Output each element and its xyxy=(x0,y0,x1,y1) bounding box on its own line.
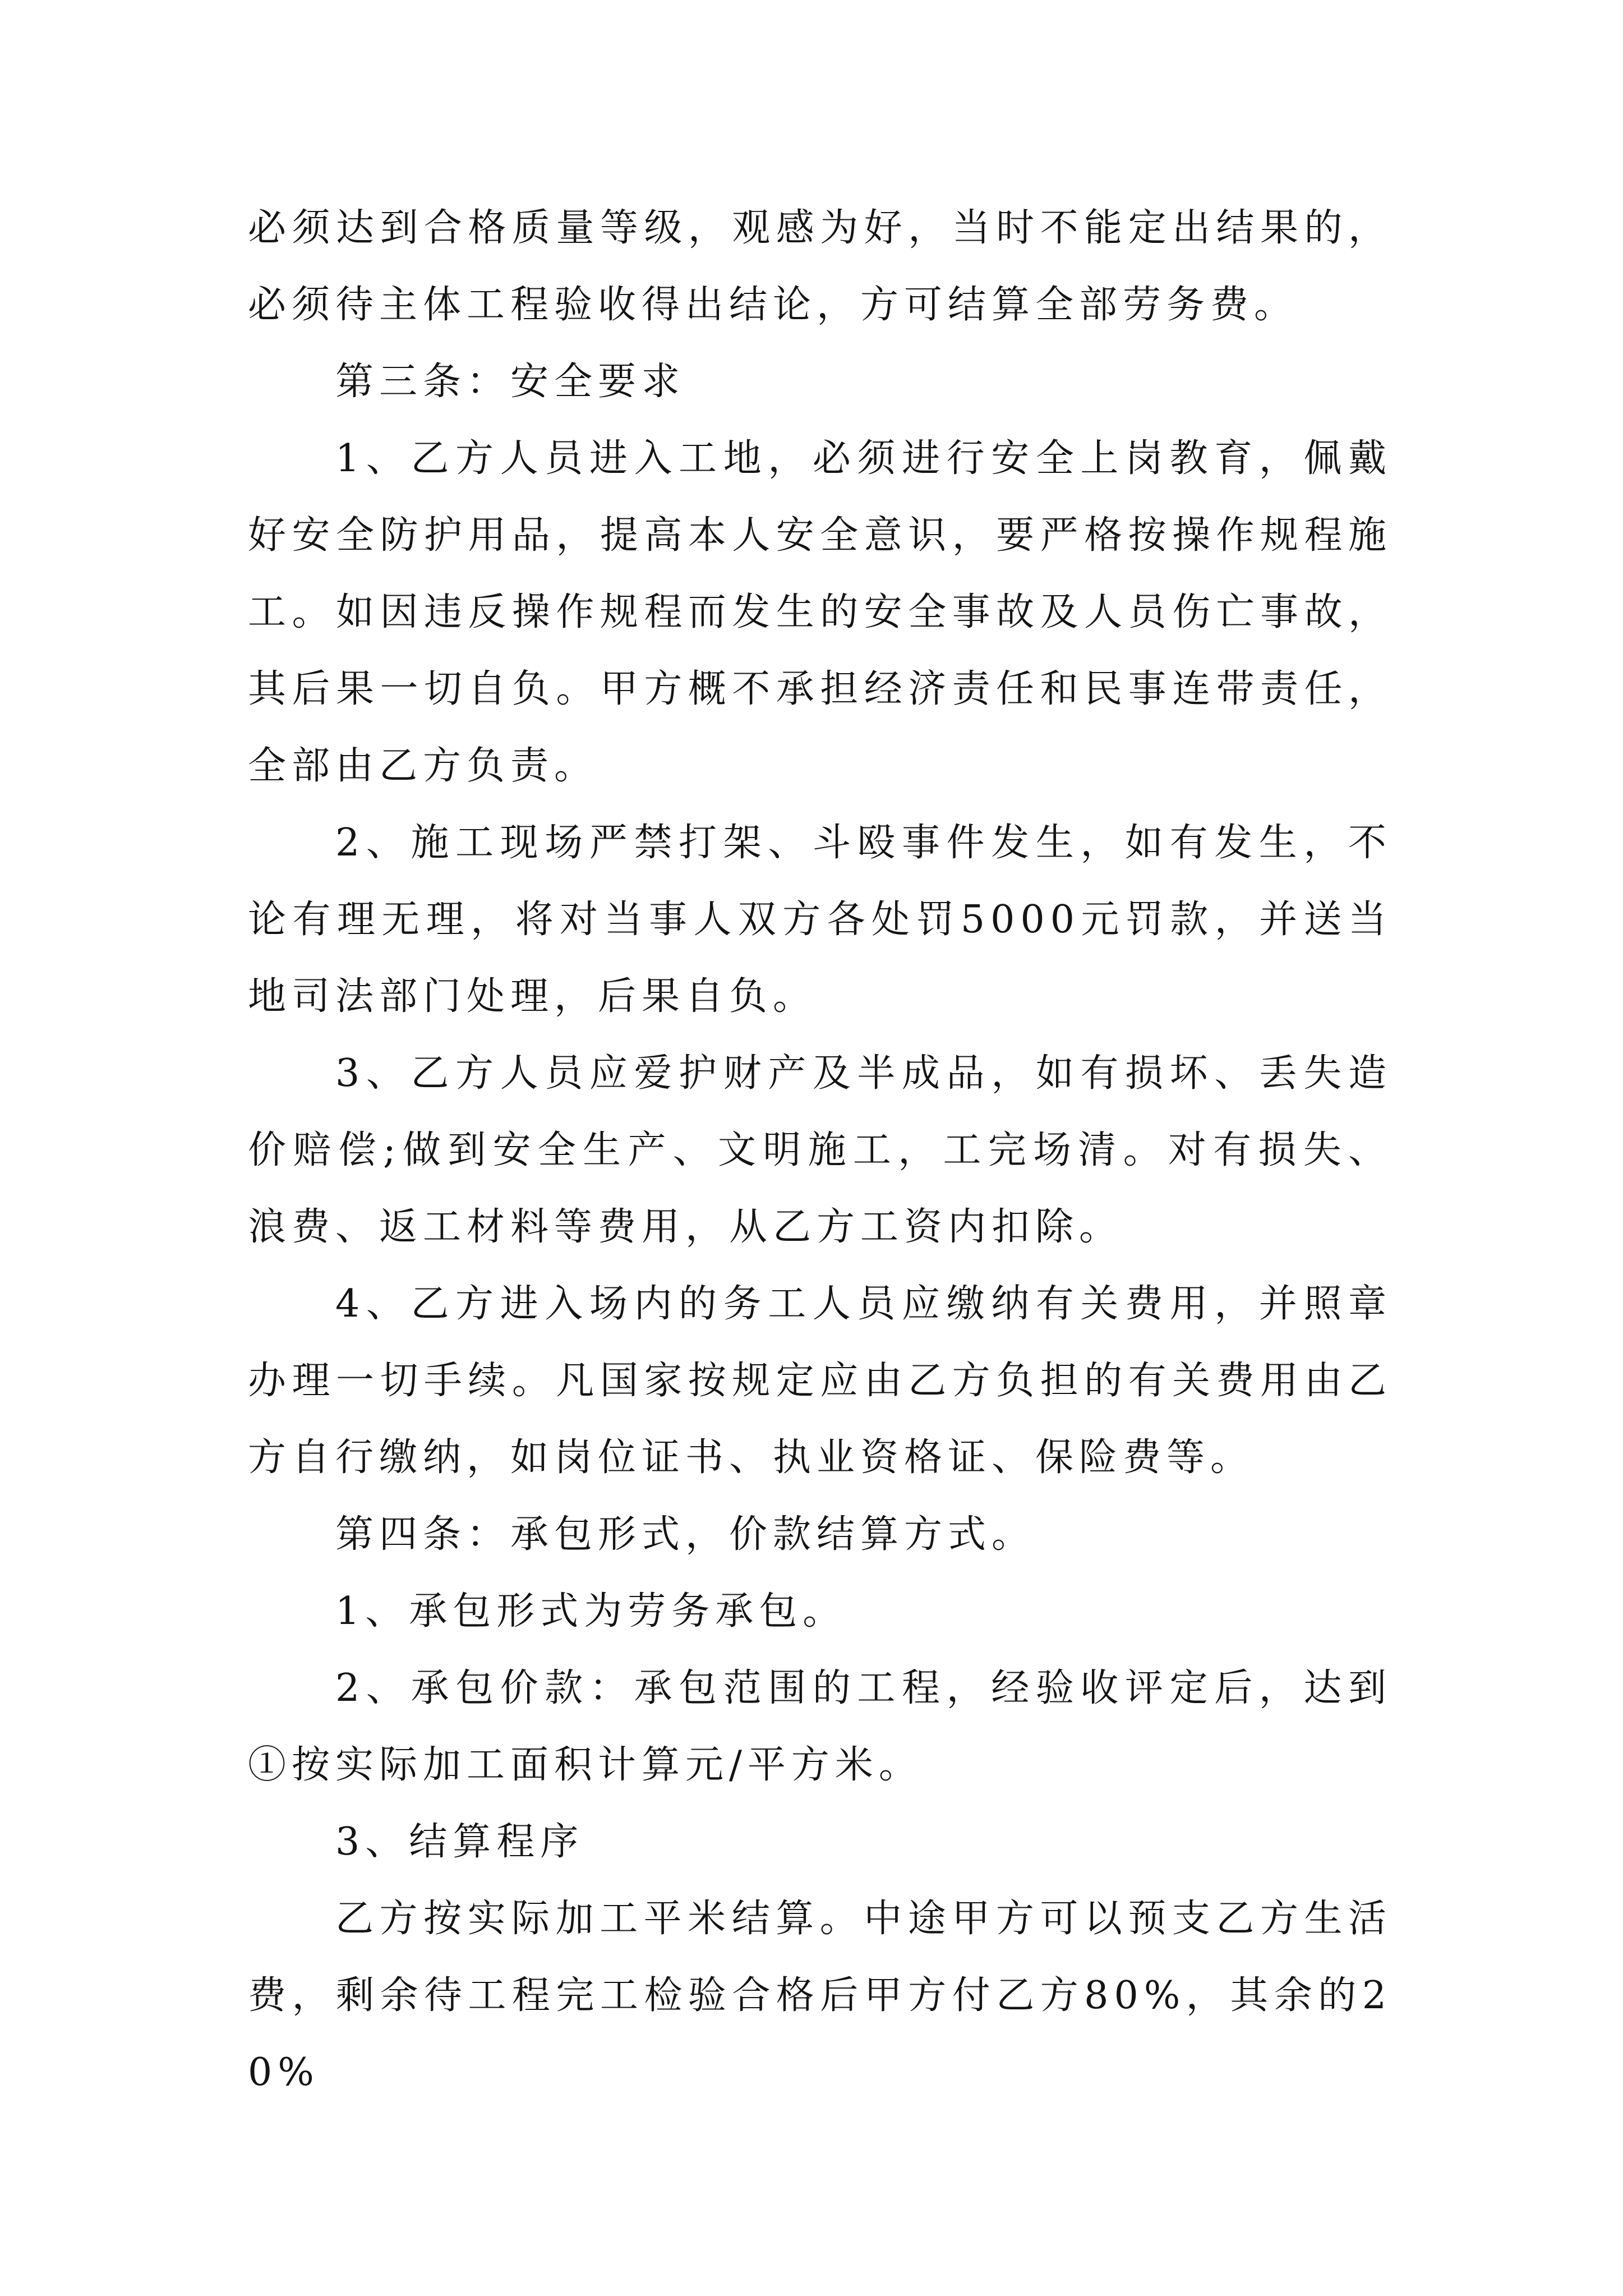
paragraph-safety-3: 3、乙方人员应爱护财产及半成品，如有损坏、丢失造价赔偿;做到安全生产、文明施工，工完场清。对有损失、浪费、返工材料等费用，从乙方工资内扣除。 xyxy=(248,1051,1392,1249)
paragraph-safety-4: 4、乙方进入场内的务工人员应缴纳有关费用，并照章办理一切手续。凡国家按规定应由乙方负担的有关费用由乙方自行缴纳，如岗位证书、执业资格证、保险费等。 xyxy=(248,1282,1392,1480)
paragraph-continuation: 必须达到合格质量等级，观感为好，当时不能定出结果的，必须待主体工程验收得出结论，方可结算全部劳务费。 xyxy=(248,206,1392,327)
paragraph-safety-1: 1、乙方人员进入工地，必须进行安全上岗教育，佩戴好安全防护用品，提高本人安全意识，要严格按操作规程施工。如因违反操作规程而发生的安全事故及人员伤亡事故，其后果一切自负。甲方概不承担经济责任和民事连带责任，全部由乙方负责。 xyxy=(248,436,1392,788)
paragraph-contract-3: 3、结算程序 xyxy=(335,1820,584,1864)
heading-article-3: 第三条：安全要求 xyxy=(335,360,686,404)
paragraph-contract-1: 1、承包形式为劳务承包。 xyxy=(335,1589,847,1634)
paragraph-settlement: 乙方按实际加工平米结算。中途甲方可以预支乙方生活费，剩余待工程完工检验合格后甲方付乙方80%，其余的20% xyxy=(248,1897,1392,2095)
heading-article-4: 第四条：承包形式，价款结算方式。 xyxy=(335,1512,1036,1557)
paragraph-contract-2: 2、承包价款：承包范围的工程，经验收评定后，达到①按实际加工面积计算元/平方米。 xyxy=(248,1666,1392,1787)
document-body xyxy=(248,190,1392,2111)
paragraph-safety-2: 2、施工现场严禁打架、斗殴事件发生，如有发生，不论有理无理，将对当事人双方各处罚5000元罚款，并送当地司法部门处理，后果自负。 xyxy=(248,821,1392,1019)
